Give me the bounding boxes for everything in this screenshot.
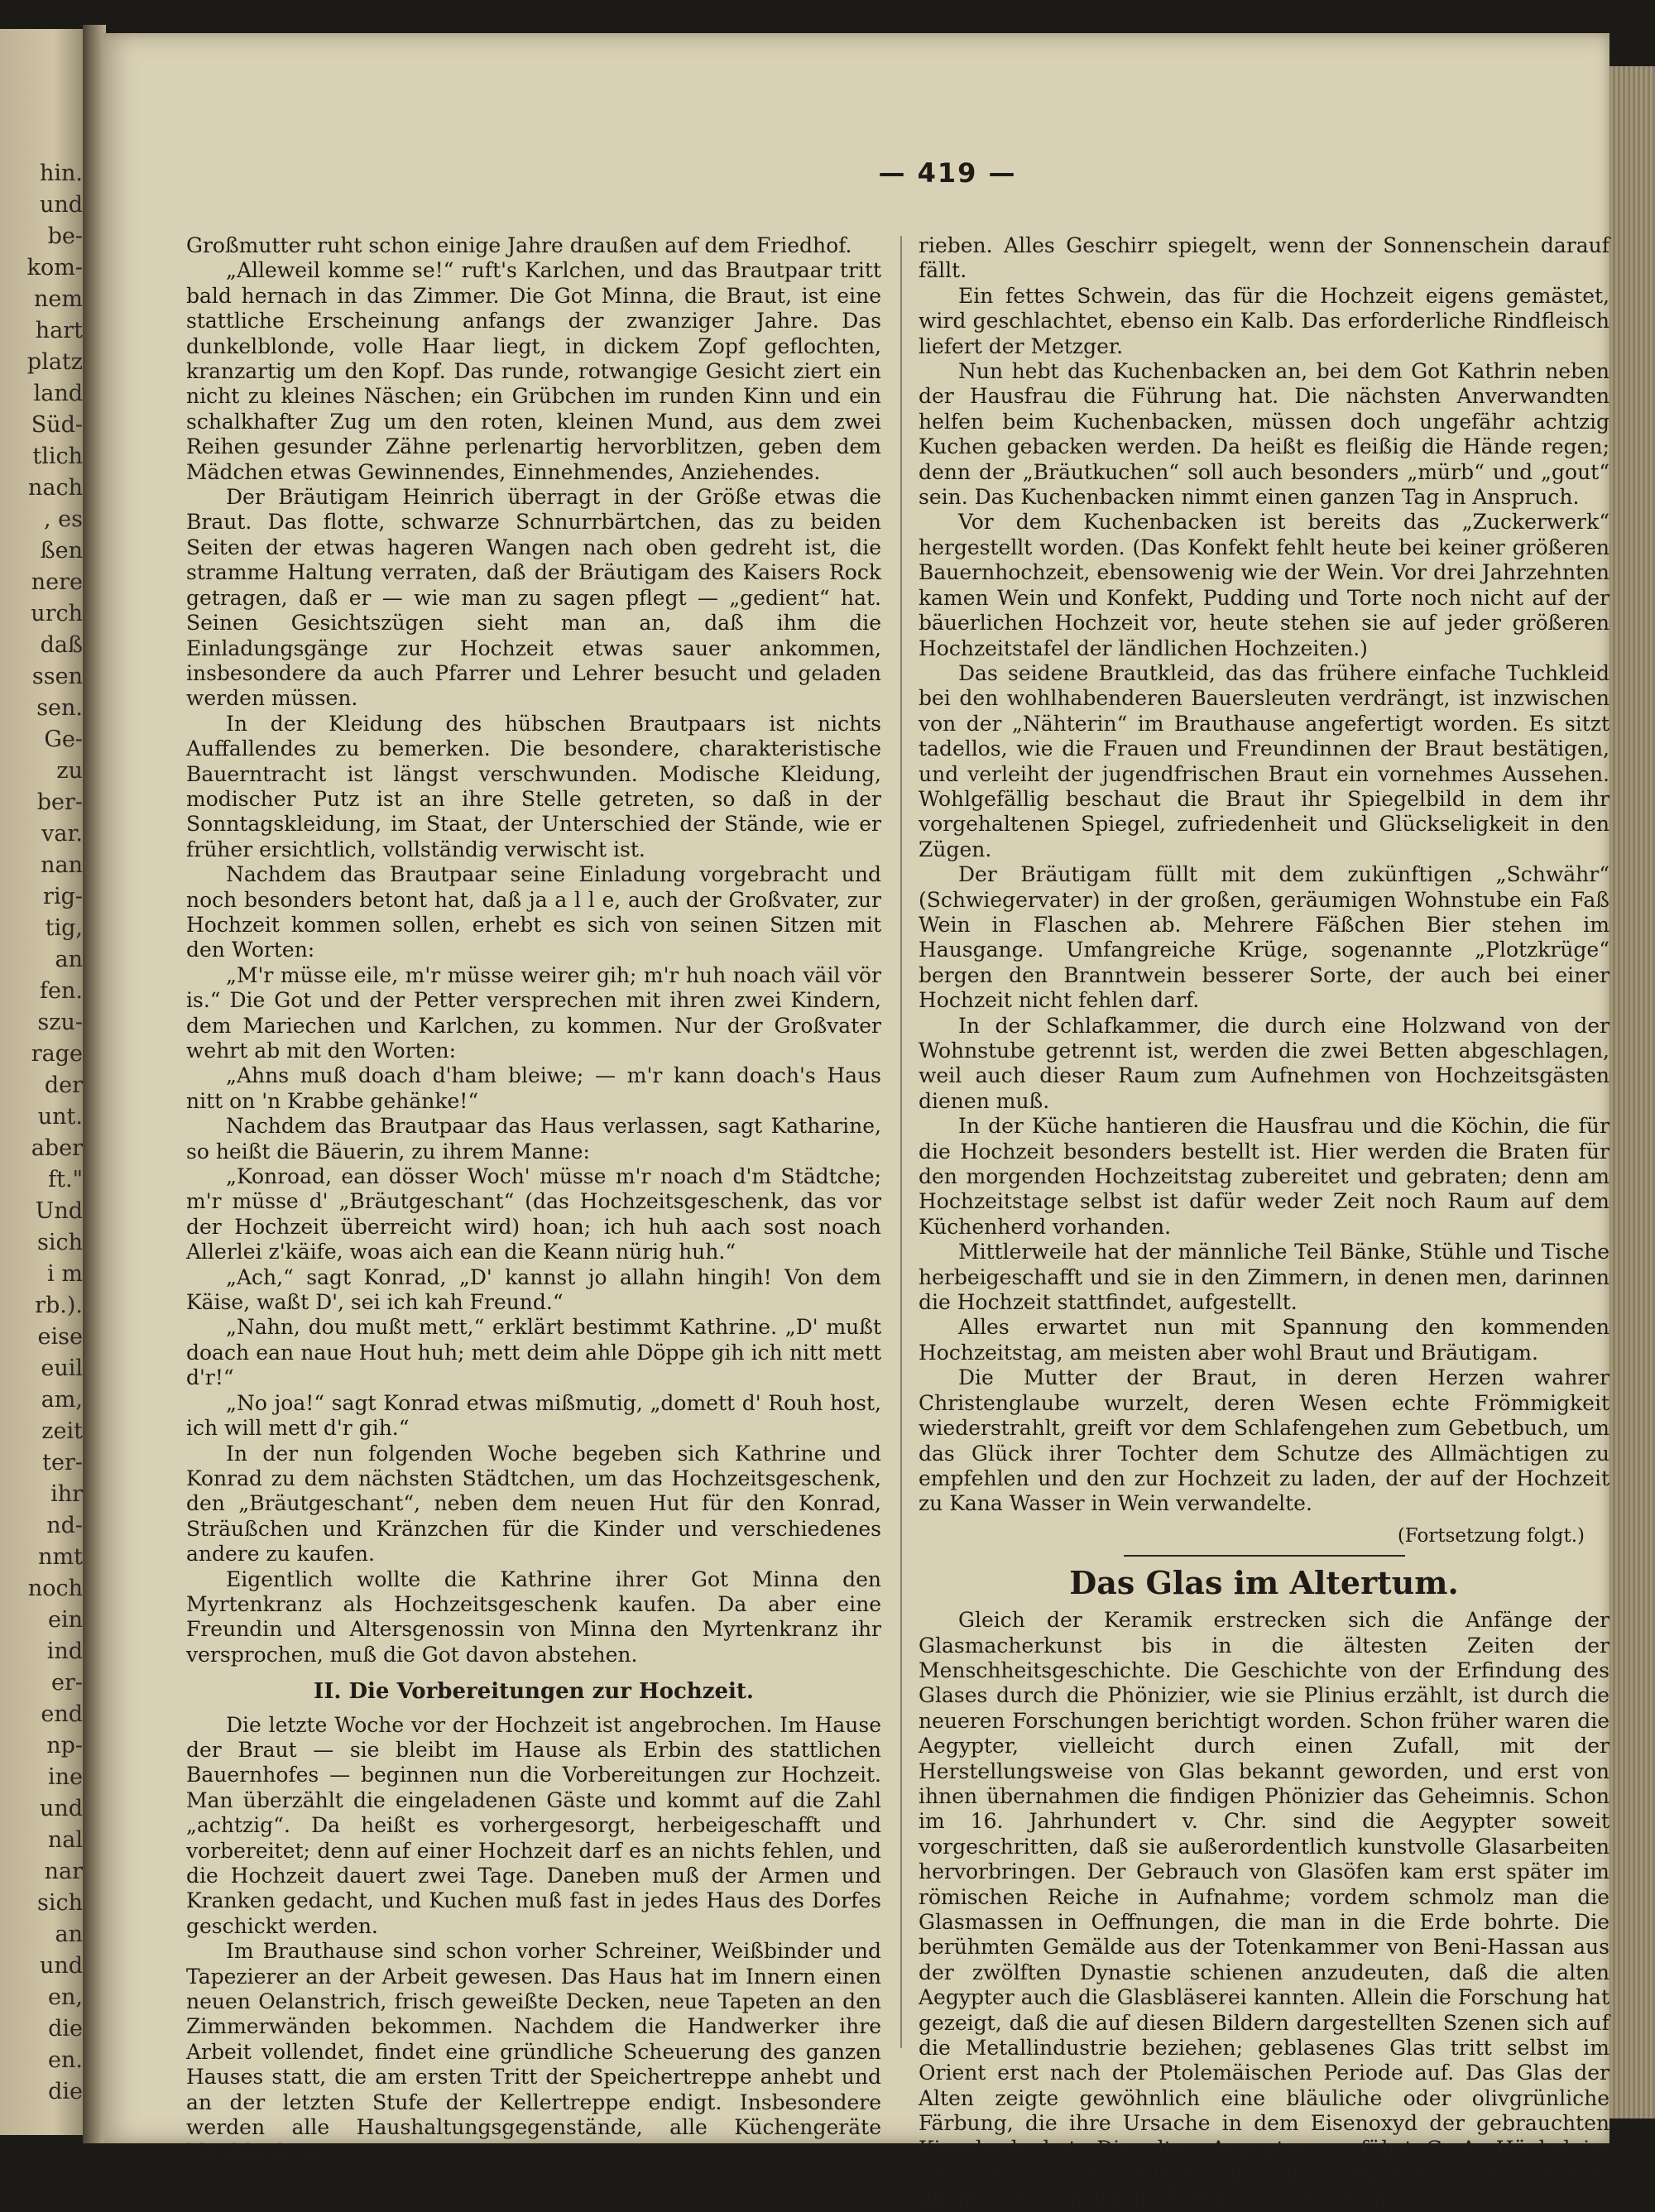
facing-page-fragment: ine [47,1764,83,1790]
facing-page-fragment: nmt [38,1544,83,1570]
facing-page-fragment: nan [41,852,83,878]
paragraph: „M'r müsse eile, m'r müsse weirer gih; m'r huh noach väil vör is.“ Die Got und der Petter versprechen mit ihren zwei Kindern, dem Mariechen und Karlchen, zu kommen. Nur der Großvater wehrt ab mit den Worten: [186,962,881,1063]
facing-page-fragment: die [48,2079,83,2104]
paragraph: Die letzte Woche vor der Hochzeit ist angebrochen. Im Hause der Braut — sie bleibt im Hause als Erbin des stattlichen Bauernhofes — beginnen nun die Vorbereitungen zur Hochzeit. Man überzählt die eingeladenen Gäste und kommt auf die Zahl „achtzig“. Da heißt es vorhergesorgt, herbeigeschafft und vorbereitet; denn auf einer Hochzeit darf es an nichts fehlen, und die Hochzeit dauert zwei Tage. Daneben muß der Armen und Kranken gedacht, und Kuchen muß fast in jedes Haus des Dorfes geschickt werden. [186,1712,881,1938]
facing-page-edge [0,29,89,2135]
stacked-pages-edge [1605,66,1655,2118]
facing-page-fragment: sich [36,1890,83,1916]
facing-page-fragment: var. [41,821,83,847]
facing-page-fragment: en. [48,2047,83,2073]
facing-page-fragment: sich [36,1230,83,1255]
book-gutter [83,25,106,2143]
facing-page-fragment: kom- [26,255,83,281]
page-number: — 419 — [878,157,1017,189]
facing-page-fragment: an [55,947,83,972]
facing-page-fragment: en, [48,1984,83,2010]
paragraph: „Konroad, ean dösser Woch' müsse m'r noach d'm Städtche; m'r müsse d' „Bräutgeschant“ (das Hochzeitsgeschenk, das vor der Hochzeit überreicht wird) hoan; ich huh aach sost noach Allerlei z'käife, woas aich ean die Keann nürig huh.“ [186,1164,881,1264]
facing-page-fragment: np- [46,1733,83,1759]
facing-page-fragment: be- [47,223,83,249]
continuation-note: (Fortsetzung folgt.) [1397,1524,1585,1547]
facing-page-fragment: ihr [50,1481,83,1507]
facing-page-fragment: ßen [40,538,83,564]
facing-page-fragment: ter- [42,1450,83,1475]
paragraph: Großmutter ruht schon einige Jahre draußen auf dem Friedhof. [186,233,852,257]
paragraph: Nun hebt das Kuchenbacken an, bei dem Got Kathrin neben der Hausfrau die Führung hat. Die nächsten Anverwandten helfen beim Kuchenbacken, müssen doch ungefähr achtzig Kuchen gebacken werden. Da heißt es fleißig die Hände regen; denn der „Bräutkuchen“ soll auch besonders „mürb“ und „gout“ sein. Das Kuchenbacken nimmt einen ganzen Tag in Anspruch. [919,359,1609,510]
paragraph: Das seidene Brautkleid, das das frühere einfache Tuchkleid bei den wohlhabenderen Bauersleuten verdrängt, ist inzwischen von der „Nähterin“ im Brauthause angefertigt worden. Es sitzt tadellos, wie die Frauen und Freundinnen der Braut bestätigen, und verleiht der jugendfrischen Braut ein vornehmes Aussehen. Wohlgefällig beschaut die Braut ihr Spiegelbild in dem ihr vorgehaltenen Spiegel, zufriedenheit und Glückseligkeit in den Zügen. [919,660,1609,861]
paragraph: „Nahn, dou mußt mett,“ erklärt bestimmt Kathrine. „D' mußt doach ean naue Hout huh; mett deim ahle Döppe gih ich nitt mett d'r!“ [186,1315,881,1390]
paragraph: „No joa!“ sagt Konrad etwas mißmutig, „domett d' Rouh host, ich will mett d'r gih.“ [186,1390,881,1441]
paragraph: Ein fettes Schwein, das für die Hochzeit eigens gemästet, wird geschlachtet, ebenso ein Kalb. Das erforderliche Rindfleisch liefert der Metzger. [919,283,1609,358]
paragraph: Vor dem Kuchenbacken ist bereits das „Zuckerwerk“ hergestellt worden. (Das Konfekt fehlt heute bei keiner größeren Bauernhochzeit, ebensowenig wie der Wein. Vor drei Jahrzehnten kamen Wein und Konfekt, Pudding und Torte noch nicht auf der bäuerlichen Hochzeit vor, heute stehen sie auf jeder größeren Hochzeitstafel der ländlichen Hochzeiten.) [919,510,1609,660]
facing-page-fragment: zu [56,758,83,784]
paragraph: rieben. Alles Geschirr spiegelt, wenn der Sonnenschein darauf fällt. [919,233,1609,283]
paragraph: „Ach,“ sagt Konrad, „D' kannst jo allahn hingih! Von dem Käise, waßt D', sei ich kah Freund.“ [186,1264,881,1315]
facing-page-fragment: ber- [36,789,83,815]
facing-page-fragment: tig, [45,915,83,941]
facing-page-fragment: er- [50,1670,83,1696]
section-heading: II. Die Vorbereitungen zur Hochzeit. [314,1679,754,1705]
facing-page-fragment: rig- [43,884,83,909]
facing-page-fragment: der [44,1072,83,1098]
facing-page-fragment: platz [26,349,83,375]
page-419 [103,33,1609,2211]
paragraph: In der Kleidung des hübschen Brautpaars ist nichts Auffallendes zu bemerken. Die besondere, charakteristische Bauerntracht ist längst verschwunden. Modische Kleidung, modischer Putz ist an ihre Stelle getreten, so daß in der Sonntagskleidung, im Staat, der Unterschied der Stände, wie er früher ersichtlich, vollständig verwischt ist. [186,711,881,861]
article-separator [1124,1555,1405,1557]
facing-page-fragment: und [39,1796,83,1821]
facing-page-fragment: tlich [32,444,83,469]
facing-page-fragment: , es [44,506,83,532]
facing-page-fragment: end [41,1701,83,1727]
facing-page-fragment: daß [40,632,83,658]
facing-page-fragment: nem [34,286,83,312]
facing-page-fragment: ein [47,1607,83,1633]
paragraph: Nachdem das Brautpaar das Haus verlassen, sagt Katharine, so heißt die Bäuerin, zu ihrem Manne: [186,1114,881,1164]
facing-page-fragment: ind [46,1639,83,1664]
facing-page-fragment: hin. [40,161,83,186]
facing-page-fragment: an [55,1922,83,1947]
paragraph: Der Bräutigam Heinrich überragt in der Größe etwas die Braut. Das flotte, schwarze Schnurrbärtchen, das zu beiden Seiten der etwas hageren Wangen nach oben gedreht ist, die stramme Haltung verraten, daß der Bräutigam des Kaisers Rock getragen, daß er — wie man zu sagen pflegt — „gedient“ hat. Seinen Gesichtszügen sieht man an, daß ihm die Einladungsgänge zur Hochzeit etwas sauer ankommen, insbesondere da auch Pfarrer und Lehrer besucht und geladen werden müssen. [186,485,881,711]
facing-page-fragment: nd- [46,1513,83,1538]
facing-page-fragment: urch [31,601,83,626]
left-column [186,233,881,2165]
facing-page-fragment: hart [35,318,83,343]
facing-page-fragment: aber [31,1135,83,1161]
facing-page-fragment: und [39,1953,83,1979]
paragraph: Gleich der Keramik erstrecken sich die Anfänge der Glasmacherkunst bis in die ältesten Zeiten der Menschheitsgeschichte. Die Geschichte von der Erfindung des Glases durch die Phönizier, wie sie Plinius erzählt, ist durch die neueren Forschungen berichtigt worden. Schon früher waren die Aegypter, vielleicht durch einen Zufall, mit der Herstellungsweise von Glas bekannt geworden, und erst von ihnen übernahmen die findigen Phönizier das Geheimnis. Schon im 16. Jahrhundert v. Chr. sind die Aegypter soweit vorgeschritten, daß sie außerordentlich kunstvolle Glasarbeiten hervorbringen. Der Gebrauch von Glasöfen kam erst später im römischen Reiche in Aufnahme; vordem schmolz man die Glasmassen in Oeffnungen, die man in die Erde bohrte. Die berühmten Gemälde aus der Totenkammer von Beni-Hassan aus der zwölften Dynastie schienen anzudeuten, daß die alten Aegypter auch die Glasbläserei kannten. Allein die Forschung hat gezeigt, daß die auf diesen Bildern dargestellten Szenen sich auf die Metallindustrie beziehen; geblasenes Glas tritt selbst im Orient erst nach der Ptolemäischen Periode auf. Das Glas der Alten zeigte gewöhnlich eine bläuliche oder olivgrünliche Färbung, die ihre Ursache in dem Eisenoxyd der gebrauchten Kieselerde hat. Die alten Aegypter, so führt G. A. Hückel im Anschluß an Anton Kisas neue Forschungen in La Nature aus, pflegten die künstliche Färbung, die bis zum [919,1608,1609,2211]
paragraph: „Ahns muß doach d'ham bleiwe; — m'r kann doach's Haus nitt on 'n Krabbe gehänke!“ [186,1063,881,1113]
facing-page-fragment: ssen [31,664,83,689]
facing-page-fragment: eise [37,1324,83,1350]
paragraph: „Alleweil komme se!“ ruft's Karlchen, und das Brautpaar tritt bald hernach in das Zimmer. Die Got Minna, die Braut, ist eine stattliche Erscheinung anfangs der zwanziger Jahre. Das dunkelblonde, volle Haar liegt, in dickem Zopf geflochten, kranzartig um den Kopf. Das runde, rotwangige Gesicht ziert ein nicht zu kleines Näschen; ein Grübchen im runden Kinn und ein schalkhafter Zug um den roten, kleinen Mund, aus dem zwei Reihen gesunder Zähne perlenartig hervorblitzen, geben dem Mädchen etwas Gewinnendes, Einnehmendes, Anziehendes. [186,258,881,484]
facing-page-fragment: euil [41,1356,83,1381]
article-heading: Das Glas im Altertum. [1069,1564,1459,1602]
facing-page-fragment: unt. [37,1104,83,1130]
paragraph: Im Brauthause sind schon vorher Schreiner, Weißbinder und Tapezierer an der Arbeit gewesen. Das Haus hat im Innern einen neuen Oelanstrich, frisch geweißte Decken, neue Tapeten an den Zimmerwänden bekommen. Nachdem die Handwerker ihre Arbeit vollendet, findet eine gründliche Scheuerung des ganzen Hauses statt, die am ersten Tritt der Speichertreppe anhebt und an der letzten Stufe der Kellertreppe endigt. Insbesondere werden alle Haushaltungsgegenstände, alle Küchengeräte blitzblank ge- [186,1939,881,2165]
facing-page-fragment: noch [27,1576,83,1601]
facing-page-fragment: Und [35,1198,83,1224]
paragraph: Nachdem das Brautpaar seine Einladung vorgebracht und noch besonders betont hat, daß ja a l l e, auch der Großvater, zur Hochzeit kommen sollen, erhebt es sich von seinen Sitzen mit den Worten: [186,862,881,962]
facing-page-fragment: und [39,192,83,218]
facing-page-fragment: nach [28,475,83,501]
facing-page-fragment: land [33,381,83,406]
facing-page-fragment: rb.). [35,1293,83,1318]
paragraph: In der nun folgenden Woche begeben sich Kathrine und Konrad zu dem nächsten Städtchen, um das Hochzeitsgeschenk, den „Bräutgeschant“, neben dem neuen Hut für den Konrad, Sträußchen und Kränzchen für die Kinder und verschiedenes andere zu kaufen. [186,1441,881,1567]
paragraph: Eigentlich wollte die Kathrine ihrer Got Minna den Myrtenkranz als Hochzeitsgeschenk kaufen. Da aber eine Freundin und Altersgenossin von Minna den Myrtenkranz ihr versprochen, muß die Got davon abstehen. [186,1567,881,1667]
facing-page-fragment: nal [47,1827,83,1853]
facing-page-fragment: nar [44,1859,83,1884]
right-column [919,233,1609,2211]
column-divider [900,236,902,2048]
facing-page-fragment: rage [31,1041,83,1067]
paragraph: Alles erwartet nun mit Spannung den kommenden Hochzeitstag, am meisten aber wohl Braut und Bräutigam. [919,1315,1609,1365]
paragraph: Die Mutter der Braut, in deren Herzen wahrer Christenglaube wurzelt, deren Wesen echte Frömmigkeit wiederstrahlt, greift vor dem Schlafengehen zum Gebetbuch, um das Glück ihrer Tochter dem Schutze des Allmächtigen zu empfehlen und den zur Hochzeit zu laden, der auf der Hochzeit zu Kana Wasser in Wein verwandelte. [919,1365,1609,1516]
paragraph: In der Küche hantieren die Hausfrau und die Köchin, die für die Hochzeit besonders bestellt ist. Hier werden die Braten für den morgenden Hochzeitstag zubereitet und gebraten; denn am Hochzeitstage selbst ist dafür weder Zeit noch Raum auf dem Küchenherd vorhanden. [919,1114,1609,1239]
facing-page-fragment: die [48,2016,83,2042]
facing-page-fragment: sen. [36,695,83,721]
facing-page-fragment: am, [41,1387,83,1413]
facing-page-fragment: Süd- [31,412,83,438]
paragraph: In der Schlafkammer, die durch eine Holzwand von der Wohnstube getrennt ist, werden die zwei Betten abgeschlagen, weil auch dieser Raum zum Aufnehmen von Hochzeitsgästen dienen muß. [919,1013,1609,1113]
facing-page-fragment: i m [47,1261,83,1287]
paragraph: Mittlerweile hat der männliche Teil Bänke, Stühle und Tische herbeigeschafft und sie in den Zimmern, in denen men, darinnen die Hochzeit stattfindet, aufgestellt. [919,1240,1609,1315]
facing-page-fragment: nere [31,569,83,595]
paragraph: Der Bräutigam füllt mit dem zukünftigen „Schwähr“ (Schwiegervater) in der großen, geräumigen Wohnstube ein Faß Wein in Flaschen ab. Mehrere Fäßchen Bier stehen im Hausgange. Umfangreiche Krüge, sogenannte „Plotzkrüge“ bergen den Branntwein besserer Sorte, der auch bei einer Hochzeit nicht fehlen darf. [919,862,1609,1013]
facing-page-fragment: ft." [48,1167,83,1192]
facing-page-fragment: zeit [41,1418,83,1444]
facing-page-fragment: fen. [40,978,83,1004]
facing-page-fragment: Ge- [44,727,83,752]
facing-page-fragment: szu- [37,1010,83,1035]
